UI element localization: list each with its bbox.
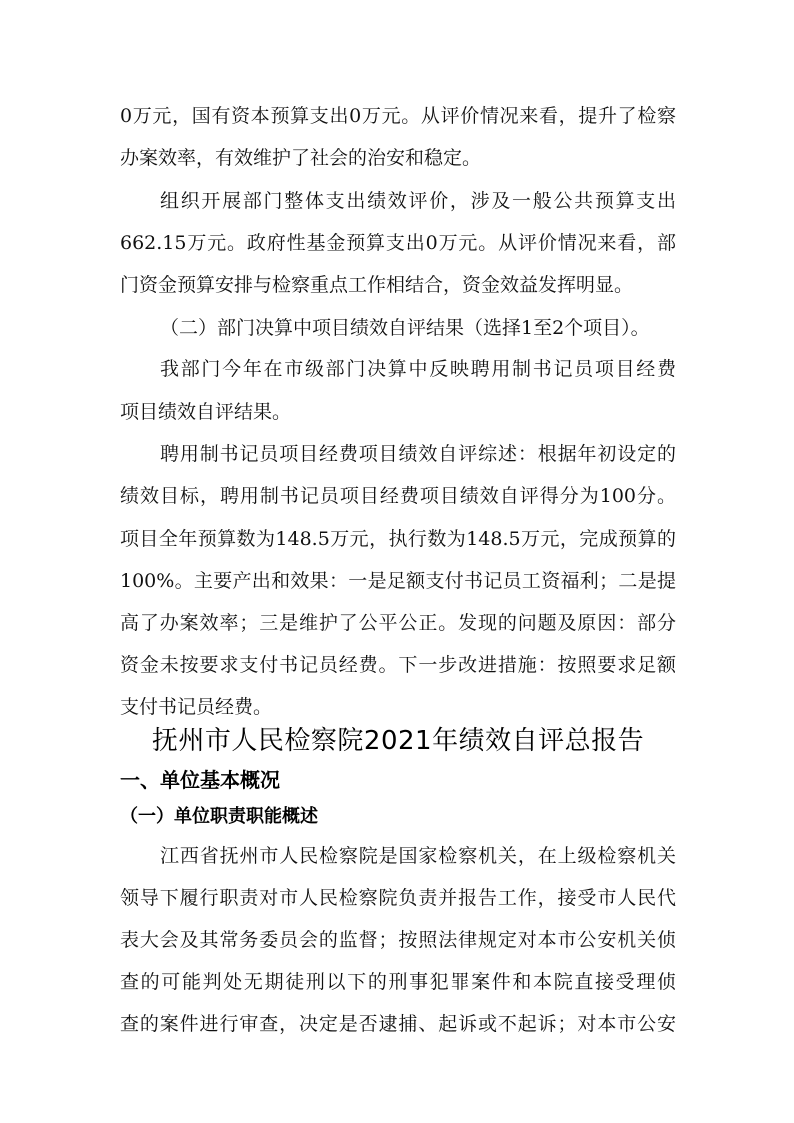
paragraph-line: 聘用制书记员项目经费项目绩效自评综述：根据年初设定的 [160, 443, 676, 465]
paragraph-line: 0万元，国有资本预算支出0万元。从评价情况来看，提升了检察 [120, 105, 676, 127]
paragraph-line: 门资金预算安排与检察重点工作相结合，资金效益发挥明显。 [120, 274, 634, 296]
subsection-heading: （一）单位职责职能概述 [120, 806, 318, 827]
report-title: 抚州市人民检察院2021年绩效自评总报告 [151, 726, 645, 756]
section-heading: 一、单位基本概况 [120, 768, 280, 792]
paragraph-line: 组织开展部门整体支出绩效评价，涉及一般公共预算支出 [160, 190, 676, 212]
paragraph-line: 支付书记员经费。 [120, 696, 273, 718]
paragraph-line: 办案效率，有效维护了社会的治安和稳定。 [120, 147, 482, 169]
paragraph-line: 查的案件进行审查，决定是否逮捕、起诉或不起诉；对本市公安 [120, 1013, 676, 1035]
paragraph-line: 我部门今年在市级部门决算中反映聘用制书记员项目经费 [160, 358, 676, 380]
paragraph-line: 资金未按要求支付书记员经费。下一步改进措施：按照要求足额 [120, 654, 676, 676]
paragraph-line: 江西省抚州市人民检察院是国家检察机关，在上级检察机关 [160, 845, 676, 867]
paragraph-line: 项目全年预算数为148.5万元，执行数为148.5万元，完成预算的 [120, 528, 676, 550]
paragraph-line: 表大会及其常务委员会的监督；按照法律规定对本市公安机关侦 [120, 929, 676, 951]
paragraph-line: 高了办案效率；三是维护了公平公正。发现的问题及原因：部分 [120, 612, 676, 634]
paragraph-line: 662.15万元。政府性基金预算支出0万元。从评价情况来看，部 [120, 232, 676, 254]
subsection-label: （二）部门决算中项目绩效自评结果（选择1至2个项目）。 [160, 317, 650, 339]
paragraph-line: 项目绩效自评结果。 [120, 401, 292, 423]
paragraph-line: 100%。主要产出和效果：一是足额支付书记员工资福利；二是提 [120, 570, 676, 592]
paragraph-line: 绩效目标，聘用制书记员项目经费项目绩效自评得分为100分。 [120, 485, 676, 507]
paragraph-line: 领导下履行职责对市人民检察院负责并报告工作，接受市人民代 [120, 887, 676, 909]
paragraph-line: 查的可能判处无期徒刑以下的刑事犯罪案件和本院直接受理侦 [120, 971, 676, 993]
